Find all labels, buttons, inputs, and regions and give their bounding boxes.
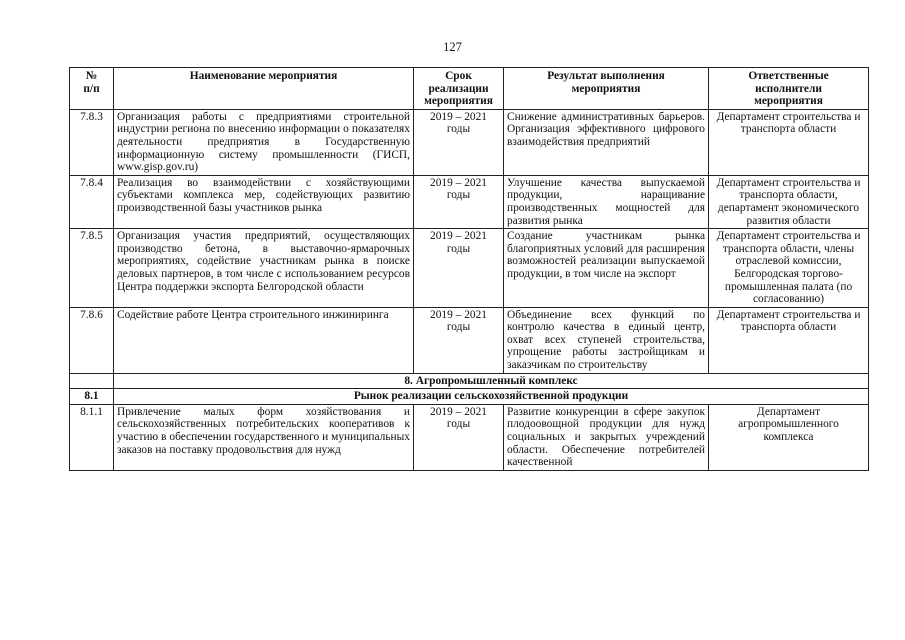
header-name: Наименование мероприятия (114, 68, 414, 110)
row-result: Улучшение качества выпускаемой продукции, наращивание производственных мощностей для развития рынка (504, 175, 709, 228)
row-num: 8.1.1 (70, 404, 114, 470)
subsection-num: 8.1 (70, 389, 114, 405)
row-result: Развитие конкуренции в сфере закупок плодоовощной продукции для нужд социальных и закрытых учреждений области. Обеспечение потребителей качественной (504, 404, 709, 470)
row-name: Реализация во взаимодействии с хозяйствующими субъектами комплекса мер, содействующих развитию производственной базы участников рынка (114, 175, 414, 228)
row-responsible: Департамент агропромышленного комплекса (709, 404, 869, 470)
page-number: 127 (443, 40, 462, 54)
section-row (70, 373, 869, 389)
row-num: 7.8.6 (70, 307, 114, 373)
row-term: 2019 – 2021 годы (414, 175, 504, 228)
row-responsible: Департамент строительства и транспорта области (709, 109, 869, 175)
table-row (70, 109, 869, 175)
row-responsible: Департамент строительства и транспорта области, департамент экономического развития области (709, 175, 869, 228)
header-term: Срок реализации мероприятия (414, 68, 504, 110)
section-num-cell (70, 373, 114, 389)
subsection-row (70, 389, 869, 405)
row-name: Привлечение малых форм хозяйствования и сельскохозяйственных потребительских кооперативов к участию в обеспечении государственного и муниципальных заказов на поставку продовольствия для нужд (114, 404, 414, 470)
row-term: 2019 – 2021 годы (414, 404, 504, 470)
section-title: 8. Агропромышленный комплекс (114, 373, 869, 389)
row-term: 2019 – 2021 годы (414, 307, 504, 373)
table-row (70, 175, 869, 228)
row-result: Создание участникам рынка благоприятных условий для расширения возможностей реализации выпускаемой продукции, в том числе на экспорт (504, 229, 709, 308)
row-responsible: Департамент строительства и транспорта области (709, 307, 869, 373)
table-row (70, 229, 869, 308)
row-result: Объединение всех функций по контролю качества в единый центр, охват всех ступеней строительства, упрощение работы застройщикам и заказчикам по строительству (504, 307, 709, 373)
table-row (70, 307, 869, 373)
header-row (70, 68, 869, 110)
row-name: Организация участия предприятий, осуществляющих производство бетона, в выставочно-ярмарочных мероприятиях, содействие участникам рынка в поиске деловых партнеров, в том числе с использованием ресурсов Центра поддержки экспорта Белгородской области (114, 229, 414, 308)
header-num: № п/п (70, 68, 114, 110)
row-responsible: Департамент строительства и транспорта области, члены отраслевой комиссии, Белгородская торгово-промышленная палата (по согласованию) (709, 229, 869, 308)
measures-table (69, 67, 869, 471)
row-result: Снижение административных барьеров. Организация эффективного цифрового взаимодействия предприятий (504, 109, 709, 175)
row-num: 7.8.4 (70, 175, 114, 228)
row-name: Организация работы с предприятиями строительной индустрии региона по внесению информации о показателях деятельности предприятия в Государственную информационную систему промышленности (ГИСП, www.gisp.gov.ru) (114, 109, 414, 175)
header-responsible: Ответственные исполнители мероприятия (709, 68, 869, 110)
row-name: Содействие работе Центра строительного инжиниринга (114, 307, 414, 373)
header-result: Результат выполнения мероприятия (504, 68, 709, 110)
row-term: 2019 – 2021 годы (414, 229, 504, 308)
subsection-title: Рынок реализации сельскохозяйственной продукции (114, 389, 869, 405)
table-row (70, 404, 869, 470)
row-num: 7.8.5 (70, 229, 114, 308)
row-term: 2019 – 2021 годы (414, 109, 504, 175)
row-num: 7.8.3 (70, 109, 114, 175)
